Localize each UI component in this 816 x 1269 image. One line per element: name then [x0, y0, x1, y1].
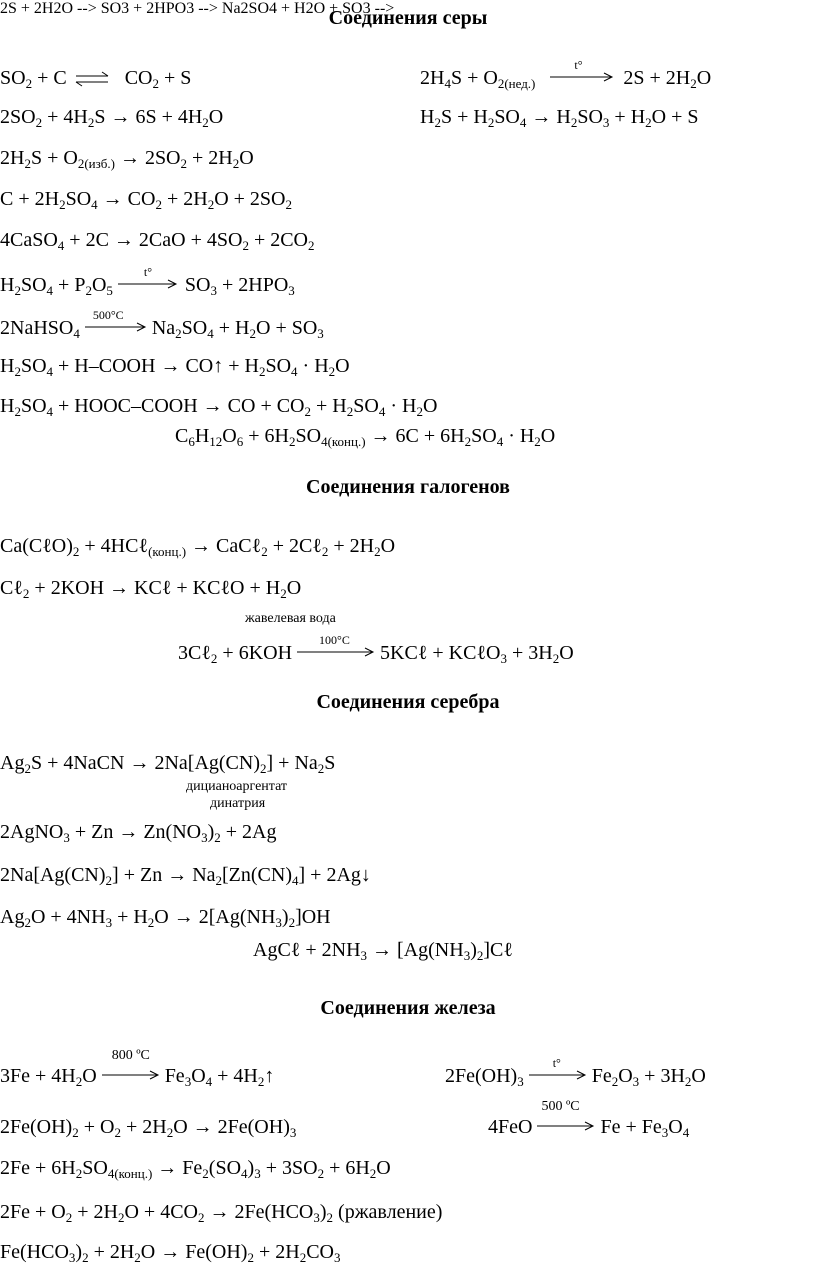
note-javel-water: жавелевая вода [245, 611, 336, 626]
equation-h2so4-p2o5: $H_2SO_4 + P_2O_5$ t° $SO_3 + 2HPO_3$ [0, 265, 295, 298]
arrow-label: 100°С [319, 633, 350, 648]
reaction-arrow [102, 1048, 160, 1087]
equation-ag2s-nacn: $Ag_2S$ + 4NaCN → $2Na[Ag(CN)_2] + Na_2S$ [0, 752, 336, 776]
reaction-arrow [537, 1099, 595, 1138]
note-disodium: динатрия [210, 796, 266, 811]
arrow-label: 500°С [92, 308, 124, 323]
reaction-arrow [540, 58, 618, 89]
equation-agcl-nh3: AgCℓ + $2NH_3$ → $[Ag(NH_3)_2]C\ell$ [253, 939, 513, 963]
equation-ag2o-nh3: $Ag_2O + 4NH_3 + H_2O \to 2[Ag(NH_3)_2]OH$ [0, 906, 331, 930]
reaction-arrow [118, 265, 180, 296]
equation-caso4-c: 4CaSO$_4$ + $2C \to 2CaO + 4SO_2 + 2CO_2$ [0, 229, 315, 253]
equation-feoh2-oxidation: $2Fe(OH)_2 + O_2 + 2H_2O \to 2Fe(OH)_3$ [0, 1116, 297, 1140]
arrow-label: t° [574, 58, 583, 73]
equation-cl2-koh-hot: 3Cℓ$_2$ + 6KOH 100°С 5KCℓ + KCℓO$_3$ + $3H_2O$ [178, 633, 574, 666]
equation-fe-h2so4-conc: $2Fe + 6H_2SO_{4(конц.)} \to Fe_2(SO_4)_3 + 3SO_2 + 6H_2O$ [0, 1157, 391, 1181]
equation-cl2-koh: Cℓ$_2$ + 2KOH → KCℓ + KCℓO + $H_2O$ [0, 577, 302, 601]
equation-bleach-hcl: $Ca(C\ell O)_2$ + 4HCℓ$_{(конц.)}$ → CaCℓ$_2$ + 2Cℓ$_2$ + $2H_2O$ [0, 535, 396, 559]
equation-fe-h2o: $3Fe + 4H_2O$ 800 ºС $Fe_3O_4$ + $4H_2↑$ [0, 1048, 275, 1089]
equation-h2so4-oxalic: $H_2SO_4$ + HOOC–COOH → CO + $CO_2 + H_2SO_4 \cdot H_2O$ [0, 395, 438, 419]
equation-h2s-o2-limited: $2H_4S + O_{2(нед.)}$ t° $2S + 2H_2O$ [420, 58, 712, 91]
heading-silver: Соединения серебра [316, 691, 500, 713]
arrow-label: 800 ºС [111, 1048, 150, 1064]
equation-agno3-zn: 2AgNO$_3$ + $Zn \to Zn(NO_3)_2 + 2Ag$ [0, 821, 277, 845]
equation-h2so4-formic: $H_2SO_4$ + H–COOH → CO↑ + $H_2SO_4 \cdot H_2O$ [0, 355, 350, 379]
equation-na-agcn-zn: $2Na[Ag(CN)_2] + Zn \to Na_2[Zn(CN)_4]$ + 2Ag↓ [0, 864, 371, 888]
arrow-label: 500 ºС [541, 1099, 580, 1115]
equation-nahso4: 2NaHSO$_4$ 500°С $Na_2SO_4 + H_2O + SO_3$ [0, 308, 324, 341]
equation-fe-rusting: $2Fe + O_2 + 2H_2O + 4CO_2 \to 2Fe(HCO_3)_2$ (ржавление) [0, 1201, 443, 1225]
equation-so2-c: $SO_2 + C$ $CO_2 + S$ [0, 67, 192, 91]
equation-glucose: $C_6H_{12}O_6 + 6H_2SO_{4(конц.)} \to 6C + 6H_2SO_4 \cdot H_2O$ [175, 425, 556, 449]
arrow-label: t° [552, 1056, 561, 1071]
equation-h2s-h2so4: $H_2S + H_2SO_4 \to H_2SO_3 + H_2O + S$ [420, 106, 699, 130]
note-dicyanoargentate: дицианоаргентат [186, 779, 288, 794]
equation-h2s-o2-excess: $2H_2S + O_{2(изб.)} \to 2SO_2 + 2H_2O$ [0, 147, 254, 171]
equilibrium-arrow [72, 69, 120, 89]
reaction-arrow [297, 633, 375, 664]
equation-feoh3-heat: $2Fe(OH)_3$ t° $Fe_2O_3 + 3H_2O$ [445, 1056, 706, 1089]
reaction-arrow [85, 308, 147, 339]
reaction-arrow [529, 1056, 587, 1087]
equation-feo-disproportionation: 4FeO 500 ºС $Fe + Fe_3O_4$ [488, 1099, 690, 1140]
heading-sulfur: Соединения серы [328, 7, 488, 29]
equation-so2-h2s: $2SO_2 + 4H_2S \to 6S + 4H_2O$ [0, 106, 224, 130]
arrow-label: t° [143, 265, 153, 280]
heading-iron: Соединения железа [320, 997, 496, 1019]
heading-halogens: Соединения галогенов [306, 476, 510, 498]
equation-fehco3-hydrolysis: $Fe(HCO_3)_2 + 2H_2O \to Fe(OH)_2 + 2H_2CO_3$ [0, 1241, 341, 1265]
equation-c-h2so4: $C + 2H_2SO_4 \to CO_2 + 2H_2O + 2SO_2$ [0, 188, 292, 212]
